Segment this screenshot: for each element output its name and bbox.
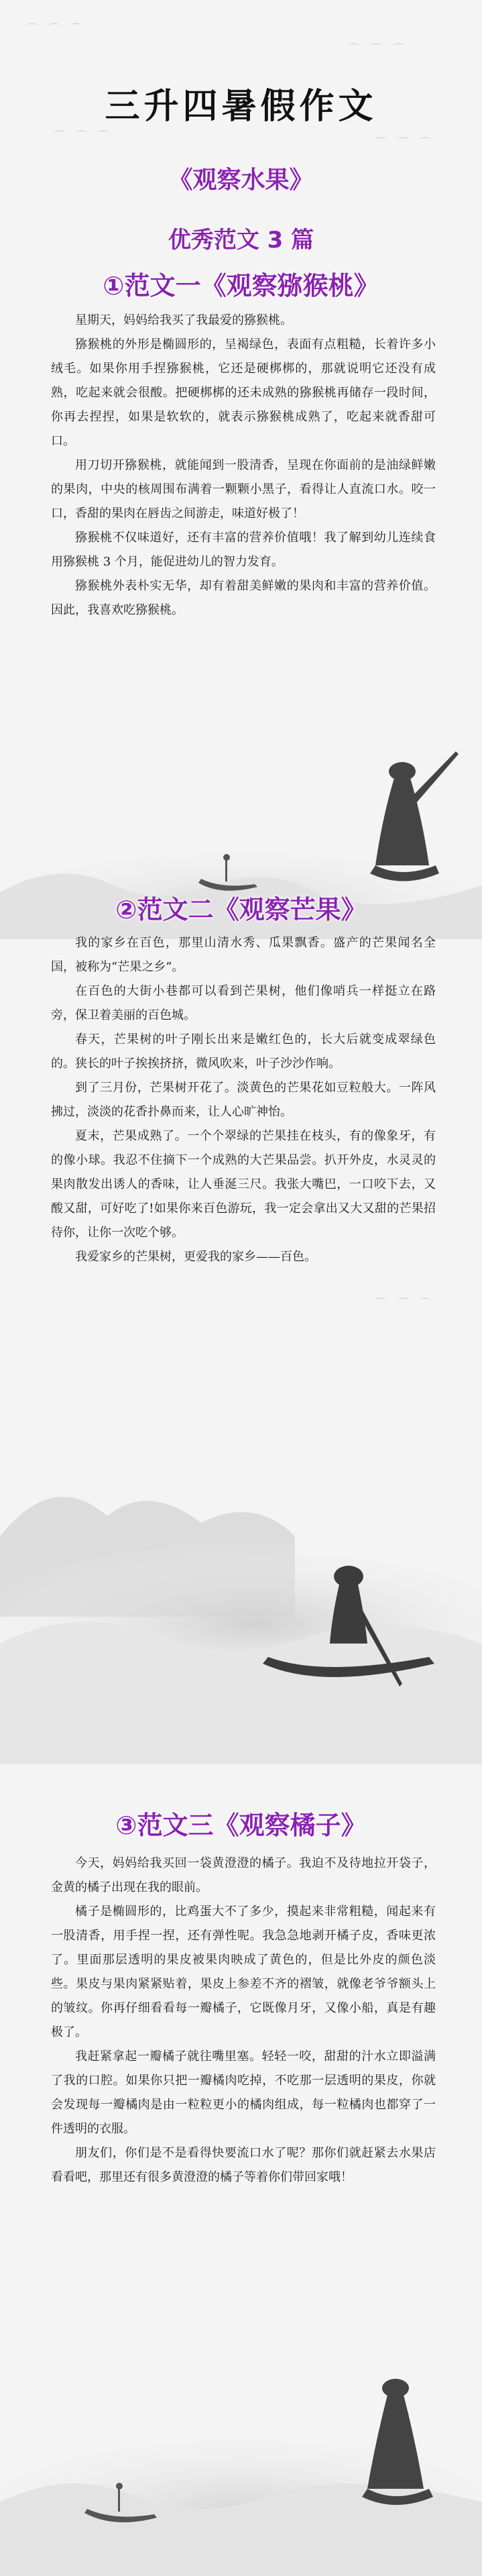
- essay-3-paragraph: 朋友们，你们是不是看得快要流口水了呢？那你们就赶紧去水果店看看吧，那里还有很多黄澄澄的橘子等着你们带回家哦！: [51, 2146, 436, 2184]
- essay-1-paragraph: 星期天，妈妈给我买了我最爱的猕猴桃。: [75, 313, 292, 327]
- birds-decoration-mid-left: ⌒ ⌒ ⌒: [54, 129, 113, 142]
- essay-2-paragraph: 夏末，芒果成熟了。一个个翠绿的芒果挂在枝头，有的像象牙，有的像小球。我忍不住摘下一个成熟的大芒果品尝。扒开外皮，水灵灵的果肉散发出诱人的香味，让人垂涎三尺。我张大嘴巴，一口咬下去，又酸又甜，可好吃了!如果你来百色游玩，我一定会拿出又大又甜的芒果招待你，让你一次吃个够。: [51, 1129, 436, 1240]
- essay-2-paragraph: 我爱家乡的芒果树，更爱我的家乡——百色。: [75, 1250, 316, 1264]
- essay-2-paragraph: 春天，芒果树的叶子刚长出来是嫩红色的，长大后就变成翠绿色的。狭长的叶子挨挨挤挤，微风吹来，叶子沙沙作响。: [51, 1032, 436, 1071]
- ink-landscape-illustration: [0, 1442, 482, 1764]
- essay-3-body: [51, 1851, 436, 2190]
- essay-2-paragraph: 在百色的大街小巷都可以看到芒果树，他们像哨兵一样挺立在路旁，保卫着美丽的百色城。: [51, 984, 436, 1022]
- birds-decoration-top-left: ⌒ ⌒ ⌒: [27, 22, 86, 35]
- page-title: 三升四暑假作文: [105, 87, 377, 127]
- essay-2-paragraph: 到了三月份，芒果树开花了。淡黄色的芒果花如豆粒般大。一阵风拂过，淡淡的花香扑鼻而来，让人心旷神怡。: [51, 1081, 436, 1119]
- birds-decoration-top-right: ⌒ ⌒ ⌒: [349, 42, 408, 55]
- birds-decoration-lower: ⌒ ⌒ ⌒: [375, 1297, 435, 1309]
- essay-3-heading: ③范文三《观察橘子》: [115, 1811, 367, 1840]
- essay-1-heading: ①范文一《观察猕猴桃》: [103, 271, 379, 301]
- essay-3-paragraph: 橘子是椭圆形的，比鸡蛋大不了多少，摸起来非常粗糙，闻起来有一股清香，用手捏一捏，还有弹性呢。我急急地剥开橘子皮，香味更浓了。里面那层透明的果皮被果肉映成了黄色的，但是比外皮的颜色淡些。果皮与果肉紧紧贴着，果皮上参差不齐的褶皱，就像老爷爷额头上的皱纹。你再仔细看看每一瓣橘子，它既像月牙，又像小船，真是有趣极了。: [51, 1904, 436, 2039]
- essay-1-body: [51, 309, 436, 623]
- essay-2-heading: ②范文二《观察芒果》: [115, 895, 367, 924]
- page-subtitle: 《观察水果》: [168, 166, 314, 194]
- essay-1-paragraph: 猕猴桃不仅味道好，还有丰富的营养价值哦！我了解到幼儿连续食用猕猴桃 3 个月，能促进幼儿的智力发育。: [51, 531, 436, 569]
- essay-3-paragraph: 我赶紧拿起一瓣橘子就往嘴里塞。轻轻一咬，甜甜的汁水立即溢满了我的口腔。如果你只把一瓣橘肉吃掉，不吃那一层透明的果皮，你就会发现每一瓣橘肉是由一粒粒更小的橘肉组成，每一粒橘肉也都穿了一件透明的衣服。: [51, 2049, 436, 2136]
- birds-decoration-mid-right: ⌒ ⌒ ⌒: [375, 136, 435, 149]
- essay-2-body: [51, 931, 436, 1269]
- essay-1-paragraph: 猕猴桃外表朴实无华，却有着甜美鲜嫩的果肉和丰富的营养价值。因此，我喜欢吃猕猴桃。: [51, 579, 436, 617]
- ink-landscape-illustration: [0, 2308, 482, 2576]
- essay-1-paragraph: 用刀切开猕猴桃，就能闻到一股清香，呈现在你面前的是油绿鲜嫩的果肉，中央的核周围布满着一颗颗小黑子，看得让人直流口水。咬一口，香甜的果肉在唇齿之间游走，味道好极了！: [51, 458, 436, 521]
- essay-3-paragraph: 今天，妈妈给我买回一袋黄澄澄的橘子。我迫不及待地拉开袋子，金黄的橘子出现在我的眼前。: [51, 1856, 436, 1894]
- sample-count-heading: 优秀范文 3 篇: [168, 227, 314, 254]
- essay-1-paragraph: 猕猴桃的外形是椭圆形的，呈褐绿色，表面有点粗糙，长着许多小绒毛。如果你用手捏猕猴桃，它还是硬梆梆的，那就说明它还没有成熟，吃起来就会很酸。把硬梆梆的还未成熟的猕猴桃再储存一段时间，你再去捏捏，如果是软软的，就表示猕猴桃成熟了，吃起来就香甜可口。: [51, 337, 436, 448]
- essay-2-paragraph: 我的家乡在百色，那里山清水秀、瓜果飘香。盛产的芒果闻名全国，被称为“芒果之乡”。: [51, 936, 436, 974]
